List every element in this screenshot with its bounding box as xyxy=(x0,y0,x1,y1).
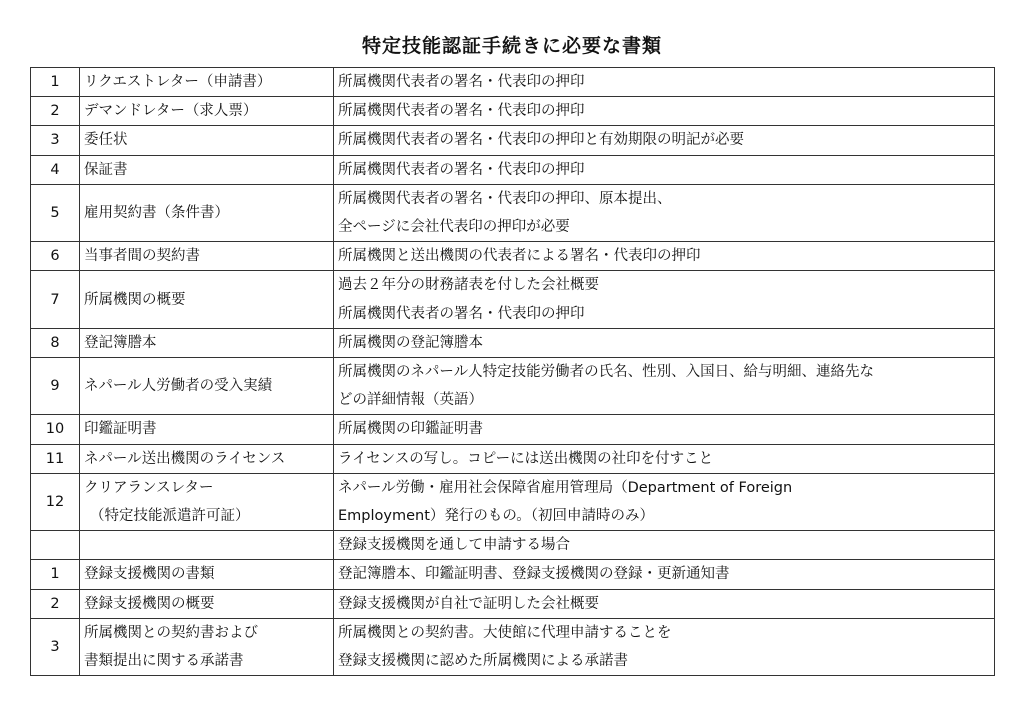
row-number: 3 xyxy=(31,618,80,675)
requirement-description xyxy=(334,618,995,675)
document-name xyxy=(80,560,334,589)
document-name-line: 登記簿謄本 xyxy=(84,334,157,351)
table-row xyxy=(31,589,995,618)
requirement-description xyxy=(334,589,995,618)
row-number: 7 xyxy=(31,271,80,328)
requirement-description xyxy=(334,473,995,530)
row-number: 8 xyxy=(31,328,80,357)
requirement-description xyxy=(334,242,995,271)
table-row xyxy=(31,97,995,126)
table-row xyxy=(31,242,995,271)
table-body xyxy=(31,68,995,676)
requirement-line: 所属機関代表者の署名・代表印の押印 xyxy=(338,103,585,120)
row-number: 9 xyxy=(31,358,80,415)
table-row xyxy=(31,68,995,97)
requirement-description xyxy=(334,68,995,97)
document-name xyxy=(80,358,334,415)
document-name xyxy=(80,531,334,560)
row-number: 10 xyxy=(31,415,80,444)
document-name xyxy=(80,444,334,473)
page-title: 特定技能認証手続きに必要な書類 xyxy=(361,35,662,57)
document-name-line: 保証書 xyxy=(84,161,128,178)
requirement-line: 所属機関代表者の署名・代表印の押印 xyxy=(338,161,585,178)
row-number: 4 xyxy=(31,155,80,184)
requirement-description xyxy=(334,184,995,241)
requirement-description xyxy=(334,97,995,126)
requirement-line: 所属機関の登記簿謄本 xyxy=(338,334,483,351)
requirement-description xyxy=(334,444,995,473)
requirement-line: 所属機関の印鑑証明書 xyxy=(338,421,483,438)
row-number xyxy=(31,531,80,560)
requirement-line: ライセンスの写し。コピーには送出機関の社印を付すこと xyxy=(338,450,714,467)
requirement-line: 登記簿謄本、印鑑証明書、登録支援機関の登録・更新通知書 xyxy=(338,566,730,583)
requirement-description xyxy=(334,531,995,560)
document-name-line: （特定技能派遣許可証） xyxy=(90,508,250,525)
document-name-line: 所属機関の概要 xyxy=(84,291,186,308)
requirement-description xyxy=(334,271,995,328)
document-name-line: デマンドレター（求人票） xyxy=(84,103,258,120)
table-row xyxy=(31,328,995,357)
requirement-line: 所属機関代表者の署名・代表印の押印と有効期限の明記が必要 xyxy=(338,132,744,149)
document-name-line: 委任状 xyxy=(84,132,128,149)
requirement-line: 全ページに会社代表印の押印が必要 xyxy=(338,219,570,236)
requirement-description xyxy=(334,560,995,589)
requirement-description xyxy=(334,415,995,444)
requirement-line: 所属機関と送出機関の代表者による署名・代表印の押印 xyxy=(338,248,701,265)
table-row xyxy=(31,415,995,444)
document-name xyxy=(80,184,334,241)
requirement-description xyxy=(334,155,995,184)
table-row xyxy=(31,184,995,241)
table-row xyxy=(31,358,995,415)
row-number: 1 xyxy=(31,560,80,589)
document-name-line: ネパール送出機関のライセンス xyxy=(84,450,286,467)
requirement-line: 所属機関代表者の署名・代表印の押印 xyxy=(338,74,585,90)
table-row xyxy=(31,126,995,155)
table-row xyxy=(31,618,995,675)
document-name xyxy=(80,415,334,444)
requirement-line: ネパール労働・雇用社会保障省雇用管理局（Department of Foreign xyxy=(338,479,793,496)
document-name xyxy=(80,155,334,184)
requirement-description xyxy=(334,126,995,155)
document-name-line: 所属機関との契約書および xyxy=(84,624,258,641)
requirement-line: 登録支援機関に認めた所属機関による承諾書 xyxy=(338,653,628,670)
requirement-line: 所属機関代表者の署名・代表印の押印 xyxy=(338,305,585,322)
document-name xyxy=(80,473,334,530)
requirement-line: 所属機関代表者の署名・代表印の押印、原本提出、 xyxy=(338,190,672,207)
document-name-line: クリアランスレター xyxy=(84,479,214,496)
requirement-line: 過去２年分の財務諸表を付した会社概要 xyxy=(338,277,599,294)
row-number: 6 xyxy=(31,242,80,271)
row-number: 5 xyxy=(31,184,80,241)
requirement-line: 登録支援機関が自社で証明した会社概要 xyxy=(338,595,599,612)
row-number: 11 xyxy=(31,444,80,473)
requirement-line: 所属機関のネパール人特定技能労働者の氏名、性別、入国日、給与明細、連絡先な xyxy=(338,364,875,381)
document-name-line: 登録支援機関の概要 xyxy=(84,595,215,612)
row-number: 3 xyxy=(31,126,80,155)
document-name-line: 当事者間の契約書 xyxy=(84,248,200,265)
requirement-line: 所属機関との契約書。大使館に代理申請することを xyxy=(338,624,672,641)
table-row xyxy=(31,560,995,589)
document-name-line: 印鑑証明書 xyxy=(84,421,157,438)
document-name-line: ネパール人労働者の受入実績 xyxy=(84,378,273,395)
document-name xyxy=(80,126,334,155)
row-number: 2 xyxy=(31,589,80,618)
document-name-line: 登録支援機関の書類 xyxy=(84,566,215,583)
table-row xyxy=(31,473,995,530)
table-row xyxy=(31,271,995,328)
requirement-line: Employment）発行のもの。（初回申請時のみ） xyxy=(338,508,655,525)
row-number: 1 xyxy=(31,68,80,97)
document-name-line: リクエストレター（申請書） xyxy=(84,74,272,90)
requirement-line: 登録支援機関を通して申請する場合 xyxy=(338,537,570,554)
document-name xyxy=(80,242,334,271)
document-name xyxy=(80,68,334,97)
document-name xyxy=(80,97,334,126)
document-name xyxy=(80,328,334,357)
row-number: 12 xyxy=(31,473,80,530)
document-name xyxy=(80,618,334,675)
row-number: 2 xyxy=(31,97,80,126)
document-name-line: 書類提出に関する承諾書 xyxy=(84,653,244,670)
requirement-line: どの詳細情報（英語） xyxy=(338,392,483,409)
required-documents-table xyxy=(30,67,995,676)
table-row xyxy=(31,531,995,560)
requirement-description xyxy=(334,358,995,415)
document-name xyxy=(80,271,334,328)
table-row xyxy=(31,155,995,184)
document-name-line: 雇用契約書（条件書） xyxy=(84,204,229,221)
document-name xyxy=(80,589,334,618)
table-row xyxy=(31,444,995,473)
requirement-description xyxy=(334,328,995,357)
